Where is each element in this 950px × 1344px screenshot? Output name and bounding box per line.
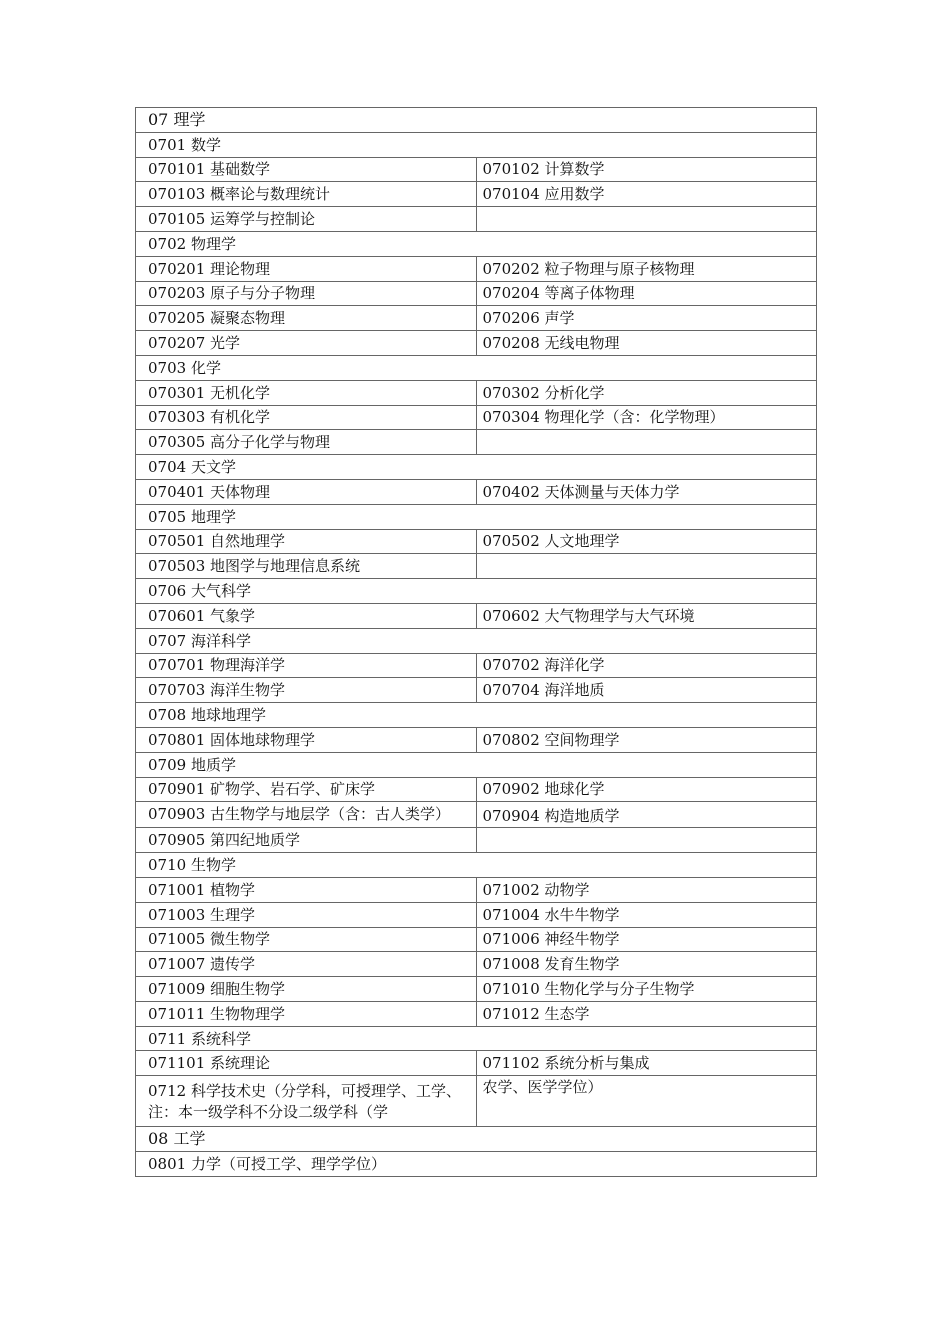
subject-cell-left: 071009 细胞生物学 bbox=[136, 977, 477, 1002]
table-row bbox=[136, 853, 817, 878]
table-row bbox=[136, 603, 817, 628]
table-row bbox=[136, 927, 817, 952]
category-heading: 0705 地理学 bbox=[136, 504, 817, 529]
category-heading: 0801 力学（可授工学、理学学位） bbox=[136, 1152, 817, 1177]
table-row bbox=[136, 455, 817, 480]
discipline-table bbox=[135, 107, 817, 1177]
table-row bbox=[136, 479, 817, 504]
subject-cell-left: 070901 矿物学、岩石学、矿床学 bbox=[136, 777, 477, 802]
subject-cell-left: 071005 微生物学 bbox=[136, 927, 477, 952]
table-row bbox=[136, 1026, 817, 1051]
category-heading: 0706 大气科学 bbox=[136, 579, 817, 604]
subject-cell-right: 070902 地球化学 bbox=[476, 777, 817, 802]
table-row bbox=[136, 430, 817, 455]
table-row bbox=[136, 108, 817, 133]
table-row bbox=[136, 504, 817, 529]
table-row bbox=[136, 752, 817, 777]
subject-cell-left: 071003 生理学 bbox=[136, 902, 477, 927]
table-row bbox=[136, 355, 817, 380]
subject-cell-left: 071011 生物物理学 bbox=[136, 1001, 477, 1026]
subject-cell-left: 070305 高分子化学与物理 bbox=[136, 430, 477, 455]
subject-cell-right: 070202 粒子物理与原子核物理 bbox=[476, 256, 817, 281]
subject-cell-left: 070601 气象学 bbox=[136, 603, 477, 628]
table-row bbox=[136, 1127, 817, 1152]
table-row bbox=[136, 405, 817, 430]
subject-cell-right: 070802 空间物理学 bbox=[476, 727, 817, 752]
subject-cell-right: 071004 水牛牛物学 bbox=[476, 902, 817, 927]
table-row bbox=[136, 579, 817, 604]
subject-cell-left: 070203 原子与分子物理 bbox=[136, 281, 477, 306]
subject-cell-right: 070302 分析化学 bbox=[476, 380, 817, 405]
section-heading: 08 工学 bbox=[136, 1127, 817, 1152]
subject-cell-left: 070103 概率论与数理统计 bbox=[136, 182, 477, 207]
category-heading: 0703 化学 bbox=[136, 355, 817, 380]
subject-cell-right: 071012 生态学 bbox=[476, 1001, 817, 1026]
table-row bbox=[136, 256, 817, 281]
table-row bbox=[136, 802, 817, 828]
category-heading: 0702 物理学 bbox=[136, 231, 817, 256]
table-row bbox=[136, 977, 817, 1002]
table-row bbox=[136, 628, 817, 653]
table-row bbox=[136, 703, 817, 728]
subject-cell-left: 071007 遗传学 bbox=[136, 952, 477, 977]
subject-cell-left: 070801 固体地球物理学 bbox=[136, 727, 477, 752]
category-heading: 0701 数学 bbox=[136, 132, 817, 157]
table-row bbox=[136, 157, 817, 182]
subject-cell-right bbox=[476, 430, 817, 455]
table-row bbox=[136, 529, 817, 554]
table-row bbox=[136, 902, 817, 927]
subject-cell-right bbox=[476, 554, 817, 579]
table-row bbox=[136, 207, 817, 232]
table-row bbox=[136, 1152, 817, 1177]
subject-cell-left: 070105 运筹学与控制论 bbox=[136, 207, 477, 232]
subject-cell-left: 071101 系统理论 bbox=[136, 1051, 477, 1076]
table-row bbox=[136, 331, 817, 356]
table-row bbox=[136, 653, 817, 678]
subject-cell-right: 071002 动物学 bbox=[476, 877, 817, 902]
table-row bbox=[136, 132, 817, 157]
subject-cell-right: 071010 生物化学与分子生物学 bbox=[476, 977, 817, 1002]
table-row bbox=[136, 952, 817, 977]
subject-cell-right: 070104 应用数学 bbox=[476, 182, 817, 207]
table-row bbox=[136, 727, 817, 752]
subject-cell-left: 071001 植物学 bbox=[136, 877, 477, 902]
category-heading: 0711 系统科学 bbox=[136, 1026, 817, 1051]
table-row bbox=[136, 1051, 817, 1076]
subject-cell-right: 070702 海洋化学 bbox=[476, 653, 817, 678]
subject-cell-right: 070102 计算数学 bbox=[476, 157, 817, 182]
subject-cell-left: 070701 物理海洋学 bbox=[136, 653, 477, 678]
subject-cell-left bbox=[136, 802, 477, 828]
subject-cell-left: 0712 科学技术史（分学科，可授理学、工学、注：本一级学科不分设二级学科（学 bbox=[136, 1076, 477, 1127]
table-row bbox=[136, 231, 817, 256]
category-heading: 0704 天文学 bbox=[136, 455, 817, 480]
subject-cell-left: 070401 天体物理 bbox=[136, 479, 477, 504]
subject-cell-right: 070204 等离子体物理 bbox=[476, 281, 817, 306]
table-row bbox=[136, 554, 817, 579]
table-row bbox=[136, 777, 817, 802]
subject-cell-right: 070704 海洋地质 bbox=[476, 678, 817, 703]
subject-cell-left: 070101 基础数学 bbox=[136, 157, 477, 182]
subject-cell-right: 071102 系统分析与集成 bbox=[476, 1051, 817, 1076]
table-row bbox=[136, 877, 817, 902]
table-row bbox=[136, 1001, 817, 1026]
subject-cell-left: 070905 第四纪地质学 bbox=[136, 828, 477, 853]
table-row bbox=[136, 828, 817, 853]
subject-cell-right: 070206 声学 bbox=[476, 306, 817, 331]
subject-cell-left: 070207 光学 bbox=[136, 331, 477, 356]
subject-cell-right: 071008 发育生物学 bbox=[476, 952, 817, 977]
category-heading: 0708 地球地理学 bbox=[136, 703, 817, 728]
table-row bbox=[136, 306, 817, 331]
subject-cell-left: 070303 有机化学 bbox=[136, 405, 477, 430]
subject-cell-right: 070904 构造地质学 bbox=[476, 802, 817, 828]
subject-cell-left: 070205 凝聚态物理 bbox=[136, 306, 477, 331]
category-heading: 0710 生物学 bbox=[136, 853, 817, 878]
category-heading: 0709 地质学 bbox=[136, 752, 817, 777]
subject-cell-right: 071006 神经牛物学 bbox=[476, 927, 817, 952]
subject-cell-left: 070301 无机化学 bbox=[136, 380, 477, 405]
table-row bbox=[136, 380, 817, 405]
subject-cell-right: 070304 物理化学（含：化学物理） bbox=[476, 405, 817, 430]
subject-cell-left: 070703 海洋生物学 bbox=[136, 678, 477, 703]
table-row bbox=[136, 1076, 817, 1127]
section-heading: 07 理学 bbox=[136, 108, 817, 133]
table-row bbox=[136, 281, 817, 306]
subject-cell-right bbox=[476, 828, 817, 853]
subject-cell-right: 070502 人文地理学 bbox=[476, 529, 817, 554]
subject-cell-right: 农学、医学学位） bbox=[476, 1076, 817, 1127]
table-row bbox=[136, 678, 817, 703]
subject-cell-left: 070503 地图学与地理信息系统 bbox=[136, 554, 477, 579]
subject-cell-right: 070208 无线电物理 bbox=[476, 331, 817, 356]
subject-cell-right: 070402 天体测量与天体力学 bbox=[476, 479, 817, 504]
subject-cell-left: 070501 自然地理学 bbox=[136, 529, 477, 554]
category-heading: 0707 海洋科学 bbox=[136, 628, 817, 653]
subject-cell-right: 070602 大气物理学与大气环境 bbox=[476, 603, 817, 628]
subject-cell-right bbox=[476, 207, 817, 232]
subject-cell-left: 070201 理论物理 bbox=[136, 256, 477, 281]
table-row bbox=[136, 182, 817, 207]
subject-text: 070903 古生物学与地层学（含：古人类学） bbox=[148, 805, 451, 824]
